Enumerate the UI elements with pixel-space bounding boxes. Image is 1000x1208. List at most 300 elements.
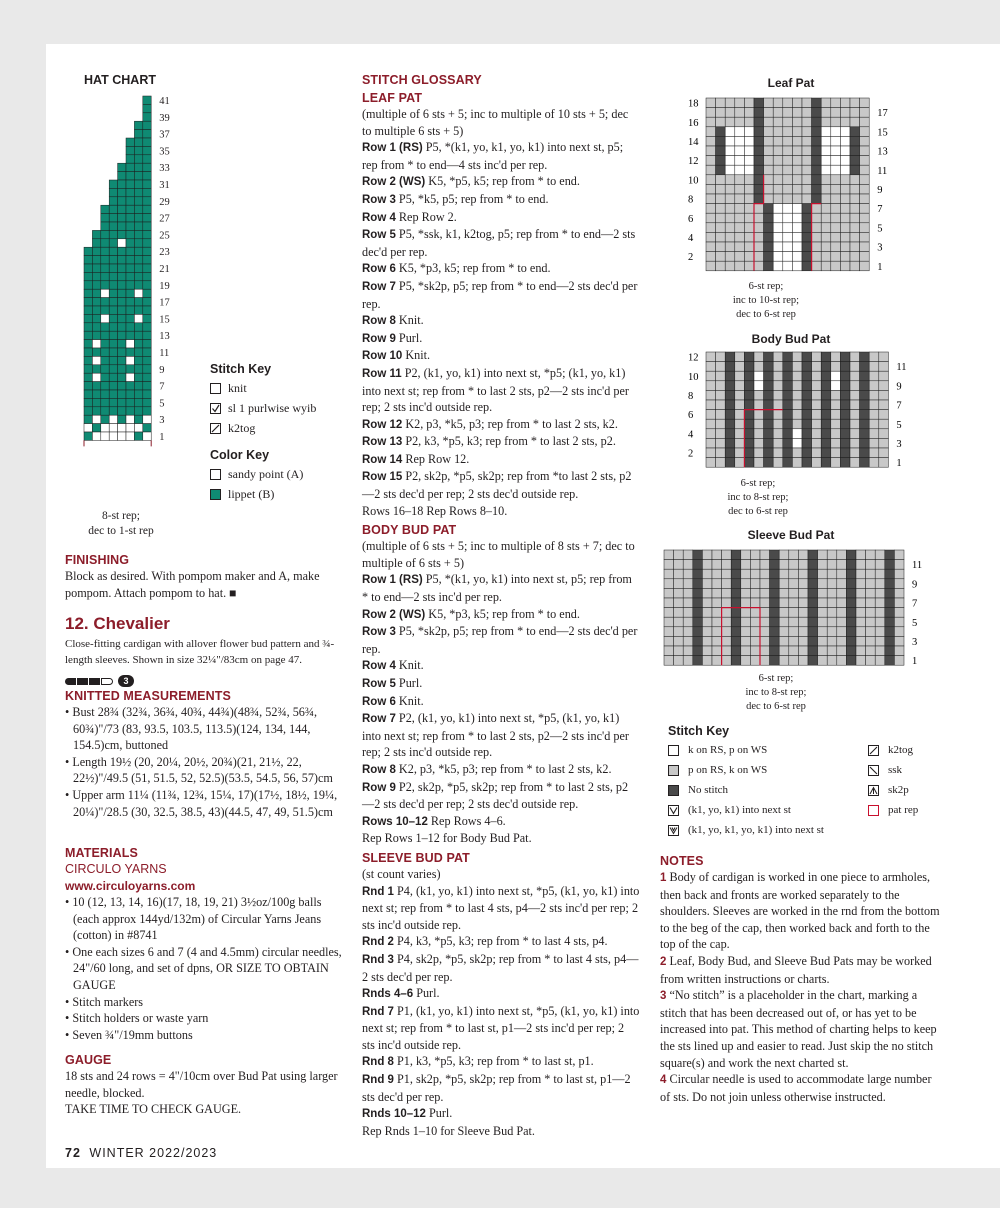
chart-cell [773,419,783,429]
body-row-number: 5 [896,419,902,431]
chart-cell [860,175,870,185]
chart-cell [812,429,822,439]
chart-cell [850,242,860,252]
row-text: K5, *p3, k5; rep from * to end. [425,606,580,621]
row-label: Row 3 [362,626,396,639]
chart-cell [802,156,812,166]
chart-cell [741,608,751,618]
chart-cell [792,362,802,372]
chart-cell [827,608,837,618]
hat-cell [101,348,109,356]
hat-cell [134,138,142,146]
chart-cell [735,127,745,137]
row-label: Rnd 7 [362,1005,394,1018]
chart-cell [731,646,741,656]
leaf-caption-3: dec to 6-st rep [736,309,796,320]
chart-cell [850,429,860,439]
hat-cell [101,424,109,432]
chart-cell [706,127,716,137]
leaf-row-11 [362,416,640,434]
row-text: P5, *k5, p5; rep from * to end. [395,191,549,206]
hat-cell [134,298,142,306]
chart-cell [860,458,870,468]
hat-cell [84,390,92,398]
leaf-row-number: 15 [877,127,888,139]
hat-cell [118,314,126,322]
chart-cell [702,656,712,666]
gauge-text: 18 sts and 24 rows = 4"/10cm over Bud Pat using larger needle, blocked. [65,1069,338,1100]
hat-cell [92,306,100,314]
hat-cell [118,281,126,289]
chart-cell [802,98,812,108]
chart-cell [821,390,831,400]
chart-cell [706,371,716,381]
chart-cell [764,410,774,420]
chart-cell [879,362,889,372]
hat-cell [118,415,126,423]
chart-cell [783,175,793,185]
sleeve-bud-heading: SLEEVE BUD PAT [362,850,470,865]
hat-cell [84,264,92,272]
row-text: P2, (k1, yo, k1) into next st, *p5, (k1, yo, k1) into next st; rep from * to last 2 sts, p2—2 sts inc'd per rep; 2 sts inc'd outside rep. [362,711,629,760]
chart-cell [764,136,774,146]
leaf-chart-grid [706,98,869,271]
note-4 [660,1071,940,1105]
chart-cell [706,232,716,242]
chart-cell [754,194,764,204]
chart-cell [722,656,732,666]
chart-cell [773,146,783,156]
chart-cell [779,656,789,666]
chart-cell [754,136,764,146]
chart-cell [827,579,837,589]
chart-cell [744,429,754,439]
chart-cell [760,560,770,570]
materials-heading: MATERIALS [65,846,138,860]
chart-cell [850,458,860,468]
hat-cell [134,230,142,238]
hat-cell [134,264,142,272]
leaf-row-15 [362,503,640,520]
chart-cell [706,381,716,391]
chart-cell [860,242,870,252]
chart-cell [674,560,684,570]
glossary-heading: STITCH GLOSSARY [362,73,482,87]
chart-cell [693,560,703,570]
chart-cell [850,381,860,391]
chart-cell [840,117,850,127]
chart-cell [764,242,774,252]
row-label: Rnd 8 [362,1056,394,1069]
chart-cell [683,588,693,598]
chart-cell [789,646,799,656]
chart-cell [792,204,802,214]
chart-cell [831,204,841,214]
chart-cell [754,242,764,252]
chart-cell [850,410,860,420]
hat-cell [118,348,126,356]
hat-row-number: 1 [159,431,165,443]
chart-cell [850,232,860,242]
chart-cell [885,588,895,598]
chart-cell [770,656,780,666]
hat-cell [101,323,109,331]
chart-cell [894,646,904,656]
chart-cell [716,184,726,194]
hat-cell [101,298,109,306]
chart-cell [770,560,780,570]
chart-cell [702,588,712,598]
chart-cell [735,175,745,185]
row-text: Purl. [395,330,423,345]
chart-cell [779,636,789,646]
chart-cell [792,261,802,271]
hat-cell [143,356,151,364]
chart-cell [885,560,895,570]
hat-cell [84,432,92,440]
chart-cell [773,458,783,468]
chart-cell [875,608,885,618]
hat-cell [118,222,126,230]
material-yarn: • 10 (12, 13, 14, 16)(17, 18, 19, 21) 3½oz/100g balls (each approx 144yd/132m) of Circular Yarns Jeans (cotton) in #8741 [65,895,322,943]
hat-cell [143,289,151,297]
chart-cell [750,646,760,656]
chart-cell [821,232,831,242]
yarn-url[interactable]: www.circuloyarns.com [65,879,196,893]
leaf-row-4 [362,226,640,260]
body-row-number: 7 [896,400,902,412]
chart-cell [831,362,841,372]
chart-cell [735,98,745,108]
body-row-5 [362,693,640,711]
hat-cell [134,222,142,230]
level-bar-2 [77,678,88,685]
sleeve-row-7 [362,1105,640,1123]
chart-cell [770,617,780,627]
slip-check-icon [210,403,221,414]
chart-cell [712,617,722,627]
chart-cell [712,646,722,656]
chart-cell [773,438,783,448]
chart-cell [840,390,850,400]
chart-cell [750,550,760,560]
sleeve-row-number: 9 [912,579,918,591]
hat-row-number: 23 [159,247,170,259]
chart-cell [827,627,837,637]
chart-cell [716,213,726,223]
chart-cell [683,656,693,666]
chart-cell [716,400,726,410]
finishing-section [65,553,345,601]
chart-cell [716,410,726,420]
hat-cell [126,306,134,314]
chart-cell [866,598,876,608]
chart-cell [850,117,860,127]
chart-cell [812,108,822,118]
chart-cell [744,371,754,381]
key-k2tog: k2tog [210,418,316,438]
chart-key-right [868,740,918,840]
chart-cell [840,261,850,271]
chart-cell [773,232,783,242]
hat-cell [101,415,109,423]
chart-cell [725,156,735,166]
hat-row-number: 33 [159,163,170,175]
chart-cell [735,136,745,146]
chart-cell [706,136,716,146]
material-buttons: • Seven ¾"/19mm buttons [65,1027,193,1042]
chart-cell [783,156,793,166]
key-no-stitch: No stitch [668,780,868,800]
chart-cell [840,204,850,214]
hat-chart-caption [76,509,166,539]
key-knit-rs: k on RS, p on WS [668,740,868,760]
hat-cell [143,239,151,247]
hat-cell [118,163,126,171]
chart-cell [744,204,754,214]
chart-cell [879,400,889,410]
hat-cell [134,130,142,138]
chart-cell [744,261,754,271]
page-footer [65,1146,217,1160]
row-text: P2, k3, *p5, k3; rep from * to last 2 sts, p2. [402,434,616,449]
chart-cell [846,560,856,570]
color-key-title: Color Key [210,448,270,462]
chart-cell [812,448,822,458]
leaf-row-number: 6 [688,213,694,225]
chart-cell [706,261,716,271]
chart-cell [735,448,745,458]
chart-cell [760,608,770,618]
chart-cell [885,579,895,589]
hat-cell [109,281,117,289]
chart-cell [831,136,841,146]
chart-cell [850,175,860,185]
hat-cell [101,256,109,264]
hat-cell [126,323,134,331]
hat-cell [134,281,142,289]
k2tog-slash-icon [210,423,221,434]
hat-row-number: 37 [159,129,170,141]
chart-cell [744,352,754,362]
row-label: Row 12 [362,418,403,431]
chart-cell [706,213,716,223]
body-row-number: 10 [688,371,699,383]
chart-cell [735,108,745,118]
chart-cell [840,213,850,223]
stitch-glossary [362,73,640,1139]
chart-cell [735,156,745,166]
hat-cell [101,356,109,364]
hat-cell [109,256,117,264]
row-label: Row 4 [362,660,396,673]
hat-cell [118,398,126,406]
chart-cell [808,646,818,656]
chart-cell [792,108,802,118]
chart-cell [735,438,745,448]
no-stitch-dark-square-icon [668,785,679,796]
chart-cell [735,242,745,252]
chart-cell [664,550,674,560]
row-label: Row 5 [362,229,396,242]
hat-cell [143,340,151,348]
chart-cell [792,438,802,448]
hat-cell [118,323,126,331]
chart-cell [831,232,841,242]
hat-cell [101,432,109,440]
chart-cell [831,458,841,468]
chart-cell [674,588,684,598]
row-label: Row 6 [362,695,396,708]
chart-cell [716,108,726,118]
chart-cell [683,569,693,579]
chart-cell [894,588,904,598]
level-badge: 3 [118,675,134,687]
hat-cell [109,398,117,406]
chart-cell [764,352,774,362]
chart-cell [722,569,732,579]
gauge-heading: GAUGE [65,1053,112,1067]
chart-cell [860,419,870,429]
hat-cell [143,163,151,171]
hat-cell [126,390,134,398]
knit-square-icon [210,383,221,394]
body-row-number: 3 [896,439,902,451]
sleeve-caption-1: 6-st rep; [758,673,794,684]
chart-cell [754,390,764,400]
chart-cell [860,429,870,439]
chart-cell [856,569,866,579]
chart-cell [792,448,802,458]
chart-cell [837,627,847,637]
chart-cell [773,371,783,381]
hat-cell [84,365,92,373]
leaf-row-7 [362,312,640,330]
chart-cell [779,588,789,598]
chart-cell [831,156,841,166]
chart-cell [792,127,802,137]
hat-cell [134,272,142,280]
hat-cell [118,239,126,247]
chart-cell [770,646,780,656]
row-label: Row 3 [362,193,396,206]
chart-cell [735,362,745,372]
chart-cell [741,627,751,637]
chart-cell [744,98,754,108]
hat-cell [126,155,134,163]
chart-cell [716,429,726,439]
chart-cell [802,165,812,175]
row-label: Row 11 [362,367,402,380]
chart-cell [821,252,831,262]
chart-cell [744,252,754,262]
chart-cell [725,232,735,242]
leaf-row-number: 1 [877,261,883,273]
chart-cell [783,232,793,242]
chart-cell [812,165,822,175]
chart-cell [875,627,885,637]
chart-cell [716,371,726,381]
knit-square-icon [668,745,679,756]
key-knit: knit [210,378,316,398]
measurement-upper-arm: • Upper arm 11¼ (11¾, 12¾, 15¼, 17)(17½, 18½, 19¼, 20¼)"/28.5 (30, 32.5, 38.5, 43)(44.5, 47, 49, 51.5)cm [65,787,338,819]
body-chart-title: Body Bud Pat [751,332,831,346]
chart-cell [885,598,895,608]
chart-cell [802,213,812,223]
hat-cell [126,331,134,339]
chart-cell [802,438,812,448]
chart-cell [789,588,799,598]
chart-cell [860,362,870,372]
chart-cell [802,194,812,204]
chart-cell [706,184,716,194]
chart-cell [789,627,799,637]
chart-cell [683,646,693,656]
chart-cell [831,410,841,420]
chart-cell [735,146,745,156]
chart-cell [731,598,741,608]
leaf-pat-rows [362,139,640,519]
chart-cell [744,127,754,137]
chart-cell [792,156,802,166]
lippet-swatch-icon [210,489,221,500]
chart-cell [850,127,860,137]
chart-cell [683,560,693,570]
hat-cell [143,314,151,322]
hat-cell [134,180,142,188]
hat-cell [126,281,134,289]
chart-cell [764,390,774,400]
hat-cell [109,188,117,196]
chart-cell [664,569,674,579]
chart-cell [789,550,799,560]
chart-cell [821,165,831,175]
chart-cell [802,184,812,194]
chart-cell [875,656,885,666]
chart-cell [783,419,793,429]
chart-cell [821,419,831,429]
chart-cell [840,458,850,468]
chart-cell [664,588,674,598]
hat-cell [109,340,117,348]
sleeve-row-3 [362,985,640,1003]
chart-cell [856,588,866,598]
hat-cell [126,415,134,423]
chart-cell [735,400,745,410]
hat-cell [92,281,100,289]
chart-cell [802,390,812,400]
row-label: Rnd 1 [362,885,394,898]
hat-cell [109,306,117,314]
chart-cell [789,617,799,627]
chart-cell [741,656,751,666]
chart-cell [735,184,745,194]
chart-cell [702,636,712,646]
chart-cell [716,242,726,252]
hat-cell [126,314,134,322]
chart-cell [764,261,774,271]
chart-cell [783,242,793,252]
note-2 [660,953,940,987]
hat-cell [134,398,142,406]
chart-cell [731,588,741,598]
hat-cell [92,247,100,255]
key-sandy: sandy point (A) [210,464,316,484]
hat-cell [109,222,117,230]
chart-cell [812,362,822,372]
leaf-row-number: 12 [688,156,699,168]
chart-cell [850,136,860,146]
